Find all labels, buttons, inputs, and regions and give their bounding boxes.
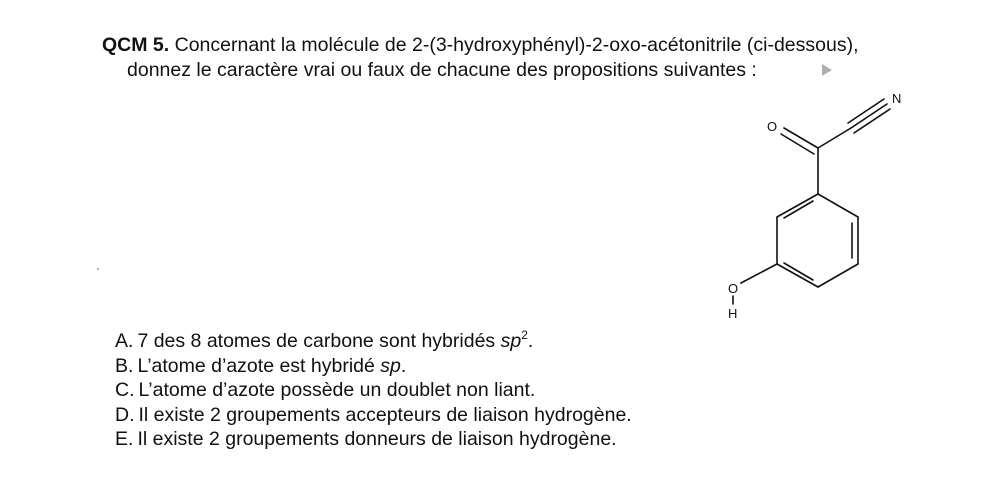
nitrile-bond-c — [854, 109, 890, 133]
option-superscript: 2 — [521, 328, 528, 342]
option-text: L’atome d’azote possède un doublet non liant. — [138, 379, 536, 401]
option-emphasis: sp — [380, 354, 401, 377]
option-text-end: . — [400, 354, 407, 377]
option-emphasis: sp — [500, 330, 522, 352]
option-c — [115, 378, 632, 403]
option-letter: B. — [115, 354, 134, 377]
option-letter: C. — [115, 379, 135, 401]
question-text — [102, 33, 859, 83]
ring-bond-1 — [818, 194, 858, 217]
ring-double-inner-2 — [784, 263, 813, 280]
option-d — [115, 403, 632, 428]
question-line-2: donnez le caractère vrai ou faux de chacune des propositions suivantes : — [127, 59, 757, 81]
question-line-1: Concernant la molécule de 2-(3-hydroxyphényl)-2-oxo-acétonitrile (ci-dessous), — [174, 34, 859, 56]
option-text: 7 des 8 atomes de carbone sont hybridés — [137, 330, 501, 352]
option-text: L’atome d’azote est hybridé — [137, 354, 381, 377]
oxygen-hydroxyl-label: O — [728, 281, 739, 296]
question-number: QCM 5. — [102, 34, 170, 56]
carbonyl-bond-b — [781, 134, 814, 154]
options-list — [115, 329, 632, 452]
option-e — [115, 427, 632, 452]
option-letter: D. — [115, 403, 135, 426]
ring-bond-4 — [777, 264, 818, 287]
scan-speck — [97, 268, 99, 270]
option-text-end: . — [527, 330, 534, 352]
ring-bond-3 — [818, 264, 858, 287]
cursor-arrow-icon — [822, 64, 832, 76]
option-text: Il existe 2 groupements donneurs de liaison hydrogène. — [137, 428, 617, 450]
ring-double-inner-3 — [784, 201, 813, 218]
oxygen-carbonyl-label: O — [767, 119, 778, 134]
option-text: Il existe 2 groupements accepteurs de liaison hydrogène. — [138, 403, 632, 426]
ring-bond-6 — [777, 194, 818, 217]
molecule-structure — [715, 85, 905, 325]
option-letter: E. — [115, 428, 134, 450]
nitrile-bond-a — [851, 104, 887, 128]
ring-oxygen-bond — [741, 264, 777, 283]
hydrogen-label: H — [728, 306, 738, 321]
option-a — [115, 329, 632, 354]
nitrile-bond-b — [848, 99, 884, 123]
option-letter: A. — [115, 330, 134, 352]
carbon-carbon-bond — [818, 128, 851, 148]
nitrogen-label: N — [892, 91, 902, 106]
option-b — [115, 354, 632, 379]
